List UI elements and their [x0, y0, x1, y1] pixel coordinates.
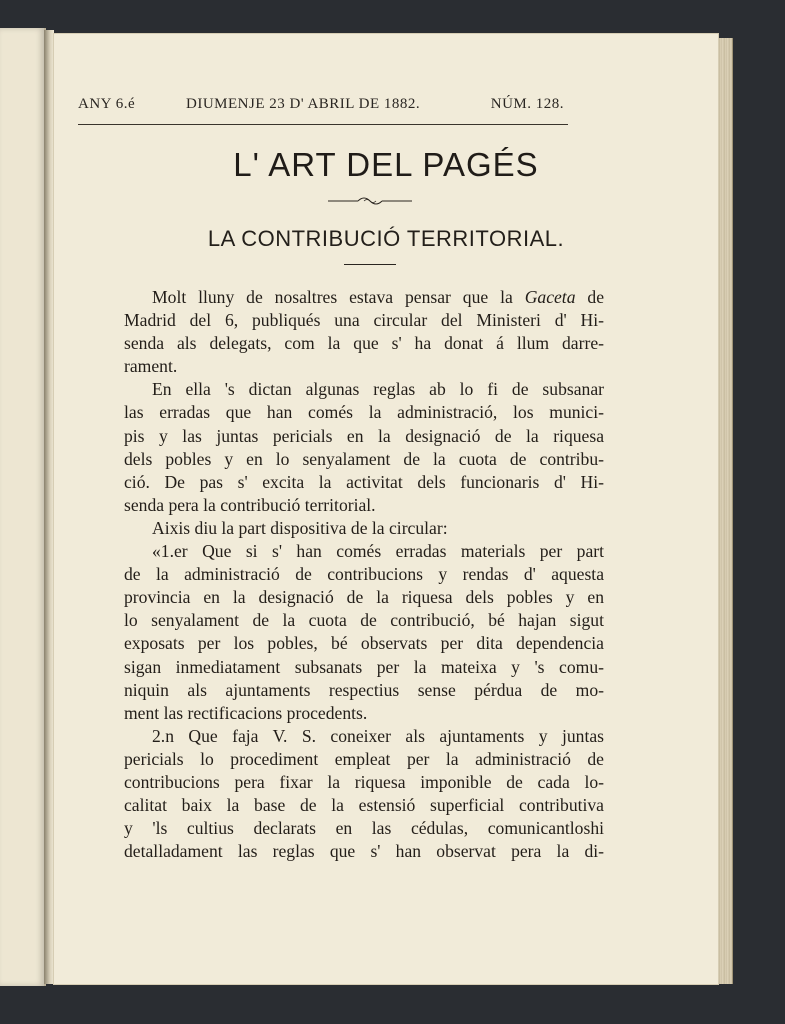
article-body [124, 286, 604, 863]
issue-date: DIUMENJE 23 D' ABRIL DE 1882. [186, 96, 421, 112]
text-line: lo senyalament de la cuota de contribució, bé hajan sigut [124, 610, 604, 631]
text-line: dels pobles y en lo senyalament de la cuota de contribu- [124, 448, 604, 469]
page-stack-edge [716, 38, 733, 984]
text-line: pis y las juntas pericials en la designació de la riquesa [124, 425, 604, 446]
text-line: rament. [124, 356, 178, 377]
running-header [78, 96, 564, 126]
section-title: LA CONTRIBUCIÓ TERRITORIAL. [207, 226, 565, 251]
text-line: En ella 's dictan algunas reglas ab lo fi de subsanar [152, 379, 604, 400]
text-line: provincia en la designació de la riquesa dels pobles y en [124, 587, 604, 608]
text-line: calitat baix la base de la estensió superficial contributiva [124, 795, 604, 816]
header-rule [78, 124, 568, 125]
previous-page-edge [0, 28, 46, 986]
text-line: exposats per los pobles, bé observats per dita dependencia [124, 633, 604, 654]
text-line: contribucions pera fixar la riquesa imponible de cada lo- [124, 771, 604, 792]
text-line: Molt lluny de nosaltres estava pensar que la Gaceta de [152, 287, 605, 307]
text-line: ció. De pas s' excita la activitat dels funcionaris d' Hi- [124, 471, 604, 492]
masthead-title: L' ART DEL PAGÉS [233, 146, 539, 183]
section-rule [344, 264, 396, 265]
text-line: detalladament las reglas que s' han observat pera la di- [124, 841, 604, 862]
text-line: 2.n Que faja V. S. coneixer als ajuntaments y juntas [152, 725, 604, 746]
text-line: sigan inmediatament subsanats per la mateixa y 's comu- [124, 656, 604, 677]
ornament-divider [328, 196, 412, 206]
issue-number: NÚM. 128. [490, 96, 564, 112]
text-line: senda pera la contribució territorial. [124, 494, 376, 515]
text-line: niquin als ajuntaments respectius sense pérdua de mo- [124, 679, 604, 700]
text-line: de la administració de contribucions y rendas d' aquesta [124, 564, 604, 585]
text-line: Madrid del 6, publiqués una circular del Ministeri d' Hi- [124, 310, 604, 331]
text-line: «1.er Que si s' han comés erradas materials per part [152, 541, 604, 562]
text-line: y 'ls cultius declarats en las cédulas, comunicantloshi [124, 818, 604, 839]
book-gutter [44, 30, 54, 984]
text-line: ment las rectificacions procedents. [124, 702, 368, 723]
text-line: pericials lo procediment empleat per la administració de [124, 748, 604, 769]
text-line: las erradas que han comés la administració, los munici- [124, 402, 604, 423]
volume-label: ANY 6.é [78, 96, 136, 112]
text-line: senda als delegats, com la que s' ha donat á llum darre- [124, 333, 604, 354]
text-line: Aixis diu la part dispositiva de la circular: [152, 517, 448, 538]
